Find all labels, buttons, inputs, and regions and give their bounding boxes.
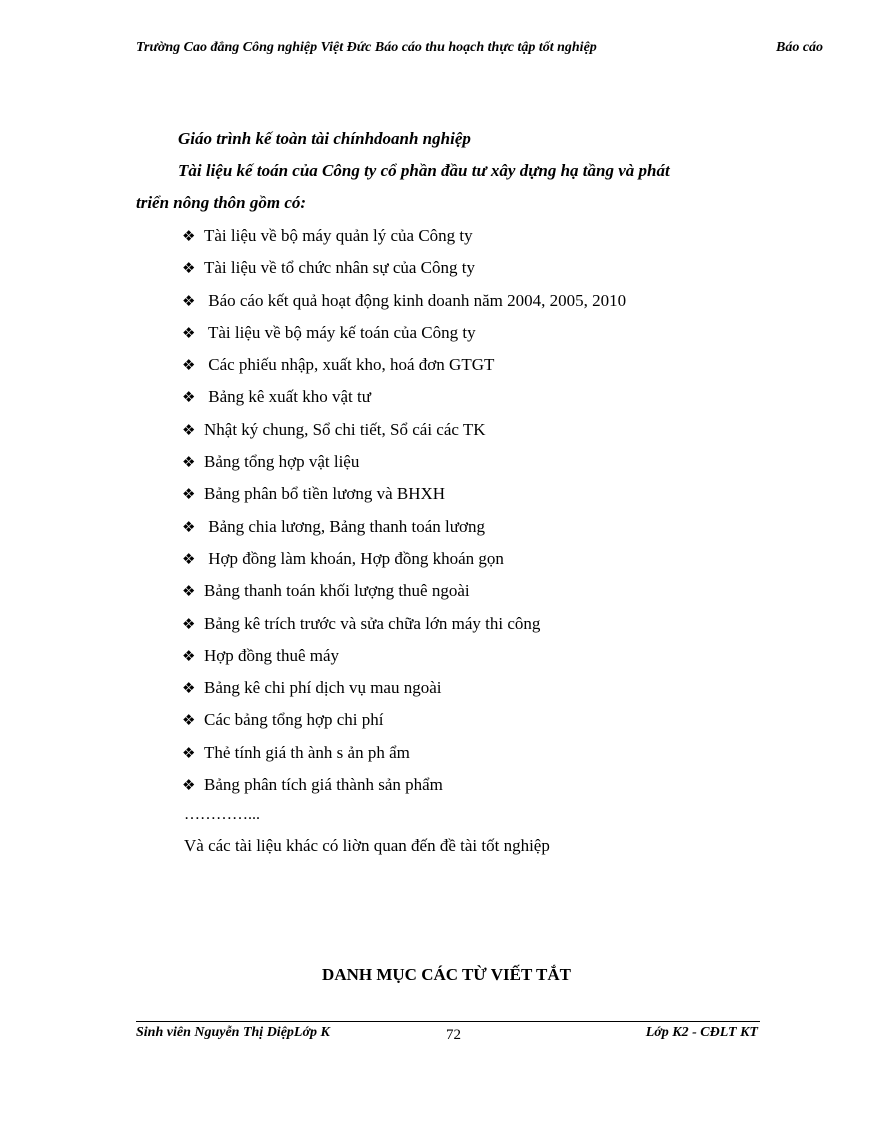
four-diamond-bullet-icon: ❖: [182, 679, 196, 698]
list-item-text: Các bảng tổng hợp chi phí: [204, 710, 384, 730]
list-item-text: Bảng phân bổ tiền lương và BHXH: [204, 484, 446, 504]
list-item: [182, 481, 626, 513]
list-item: [182, 320, 626, 352]
four-diamond-bullet-icon: ❖: [182, 259, 196, 278]
page-header: [136, 40, 824, 62]
ellipsis-line: …………...: [184, 806, 260, 823]
section-title: DANH MỤC CÁC TỪ VIẾT TẮT: [322, 965, 571, 984]
list-item: [182, 384, 626, 416]
heading-company-docs-continued: triển nông thôn gồm có:: [136, 193, 307, 212]
list-item: [182, 643, 626, 675]
list-item-text: Hợp đồng thuê máy: [204, 645, 340, 665]
list-item-text: Bảng phân tích giá thành sản phẩm: [204, 775, 443, 795]
list-item-text: Tài liệu về bộ máy kế toán của Công ty: [204, 322, 476, 342]
list-item: [182, 449, 626, 481]
list-item: [182, 707, 626, 739]
four-diamond-bullet-icon: ❖: [182, 453, 196, 472]
list-item: [182, 740, 626, 772]
list-item: [182, 352, 626, 384]
four-diamond-bullet-icon: ❖: [182, 646, 196, 665]
list-item: [182, 417, 626, 449]
four-diamond-bullet-icon: ❖: [182, 485, 196, 504]
page-footer: [136, 1025, 760, 1047]
heading-company-docs: Tài liệu kế toán của Công ty cổ phần đầu tư xây dựng hạ tầng và phát: [178, 161, 670, 180]
list-item-text: Tài liệu về tổ chức nhân sự của Công ty: [204, 258, 475, 278]
four-diamond-bullet-icon: ❖: [182, 227, 196, 245]
list-item-text: Bảng thanh toán khối lượng thuê ngoài: [204, 581, 470, 601]
list-item-text: Hợp đồng làm khoán, Hợp đồng khoán gọn: [204, 548, 504, 568]
footer-student-name: Sinh viên Nguyễn Thị DiệpLớp K: [136, 1025, 330, 1040]
four-diamond-bullet-icon: ❖: [182, 776, 196, 795]
list-item-text: Thẻ tính giá th ành s ản ph ẩm: [204, 742, 410, 762]
list-item: [182, 611, 626, 643]
closing-line: Và các tài liệu khác có liờn quan đến đề tài tốt nghiệp: [184, 836, 550, 855]
list-item: [182, 514, 626, 546]
list-item: [182, 223, 626, 255]
list-item-text: Bảng tổng hợp vật liệu: [204, 452, 360, 472]
footer-divider: [136, 1021, 760, 1022]
list-item-text: Bảng chia lương, Bảng thanh toán lương: [204, 516, 485, 536]
four-diamond-bullet-icon: ❖: [182, 582, 196, 601]
four-diamond-bullet-icon: ❖: [182, 614, 196, 633]
list-item: [182, 546, 626, 578]
list-item: [182, 772, 626, 804]
four-diamond-bullet-icon: ❖: [182, 356, 196, 375]
four-diamond-bullet-icon: ❖: [182, 549, 196, 568]
list-item-text: Các phiếu nhập, xuất kho, hoá đơn GTGT: [204, 355, 495, 375]
list-item: [182, 288, 626, 320]
heading-textbook: Giáo trình kế toàn tài chínhdoanh nghiệp: [178, 129, 471, 148]
page-number: 72: [446, 1027, 461, 1043]
four-diamond-bullet-icon: ❖: [182, 517, 196, 536]
list-item-text: Bảng kê chi phí dịch vụ mau ngoài: [204, 678, 442, 698]
list-item: [182, 675, 626, 707]
header-report-label: Báo cáo: [776, 40, 824, 55]
list-item-text: Tài liệu về bộ máy quản lý của Công ty: [204, 226, 473, 245]
list-item-text: Bảng kê trích trước và sửa chữa lớn máy thi công: [204, 613, 541, 633]
four-diamond-bullet-icon: ❖: [182, 420, 196, 439]
four-diamond-bullet-icon: ❖: [182, 388, 196, 407]
four-diamond-bullet-icon: ❖: [182, 323, 196, 342]
list-item: [182, 255, 626, 287]
list-item-text: Nhật ký chung, Sổ chi tiết, Sổ cái các TK: [204, 419, 486, 439]
list-item-text: Báo cáo kết quả hoạt động kinh doanh năm 2004, 2005, 2010: [204, 290, 627, 310]
four-diamond-bullet-icon: ❖: [182, 711, 196, 730]
four-diamond-bullet-icon: ❖: [182, 743, 196, 762]
four-diamond-bullet-icon: ❖: [182, 291, 196, 310]
list-item-text: Bảng kê xuất kho vật tư: [204, 387, 371, 407]
header-school-title: Trường Cao đẳng Công nghiệp Việt Đức Báo cáo thu hoạch thực tập tốt nghiệp: [136, 40, 597, 55]
document-list: [182, 223, 626, 804]
list-item: [182, 578, 626, 610]
footer-class: Lớp K2 - CĐLT KT: [645, 1025, 758, 1040]
